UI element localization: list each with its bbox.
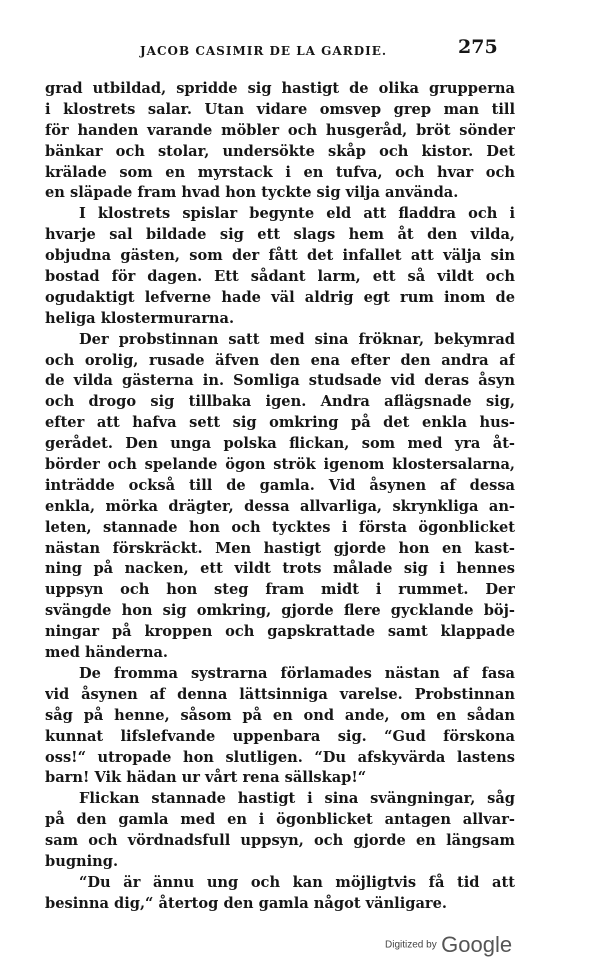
text-line: besinna dig,“ återtog den gamla något vänligare.: [45, 894, 447, 912]
text-line: I klostrets spislar begynte eld att fladdra och i: [79, 205, 515, 223]
text-line: bostad för dagen. Ett sådant larm, ett så vildt och: [45, 268, 515, 286]
text-line: de vilda gästerna in. Somliga studsade vid deras åsyn: [45, 372, 515, 390]
text-line: nästan förskräckt. Men hastigt gjorde hon en kast-: [45, 539, 515, 557]
text-line: en släpade fram hvad hon tyckte sig vilja använda.: [45, 184, 459, 202]
text-line: vid åsynen af denna lättsinniga varelse. Probstinnan: [45, 685, 515, 703]
text-line: oss!“ utropade hon slutligen. “Du afskyvärda lastens: [45, 748, 515, 766]
digitized-label: Digitized by: [385, 939, 437, 951]
running-title: JACOB CASIMIR DE LA GARDIE.: [140, 44, 388, 58]
text-line: ningar på kroppen och gapskrattade samt klappade: [45, 623, 515, 641]
text-line: såg på henne, såsom på en ond ande, om en sådan: [45, 706, 515, 724]
text-line: gerådet. Den unga polska flickan, som med yra åt-: [45, 435, 515, 453]
page-header: [0, 34, 600, 64]
text-line: ning på nacken, ett vildt trots målade sig i hennes: [45, 560, 515, 578]
text-line: krälade som en myrstack i en tufva, och hvar och: [45, 163, 515, 181]
text-line: med händerna.: [45, 644, 169, 662]
text-line: i klostrets salar. Utan vidare omsvep grep man till: [45, 100, 515, 118]
text-line: Der probstinnan satt med sina fröknar, bekymrad: [79, 330, 515, 348]
text-line: för handen varande möbler och husgeråd, bröt sönder: [45, 121, 515, 139]
text-line: och drogo sig tillbaka igen. Andra aflägsnade sig,: [45, 393, 515, 411]
text-line: på den gamla med en i ögonblicket antagen allvar-: [45, 811, 515, 829]
text-line: Flickan stannade hastigt i sina svängningar, såg: [79, 790, 515, 808]
text-line: grad utbildad, spridde sig hastigt de olika grupperna: [45, 80, 515, 97]
digitized-by-google-watermark: [385, 932, 512, 958]
page-number: 275: [458, 36, 498, 58]
text-line: sam och vördnadsfull uppsyn, och gjorde en längsam: [45, 832, 515, 850]
text-line: börder och spelande ögon strök igenom klostersalarna,: [45, 456, 515, 474]
body-text: [45, 79, 515, 915]
text-line: kunnat lifslefvande uppenbara sig. “Gud förskona: [45, 727, 515, 745]
text-line: heliga klostermurarna.: [45, 309, 235, 327]
text-line: enkla, mörka drägter, dessa allvarliga, skrynkliga an-: [45, 497, 515, 515]
text-line: efter att hafva sett sig omkring på det enkla hus-: [45, 414, 515, 432]
text-line: leten, stannade hon och tycktes i första ögonblicket: [45, 518, 515, 536]
text-line: ogudaktigt lefverne hade väl aldrig egt rum inom de: [45, 288, 515, 306]
text-line: uppsyn och hon steg fram midt i rummet. Der: [45, 581, 515, 599]
google-logo-text: Google: [441, 932, 513, 957]
text-line: och orolig, rusade äfven den ena efter den andra af: [45, 351, 515, 369]
text-line: svängde hon sig omkring, gjorde flere gycklande böj-: [45, 602, 515, 620]
text-line: barn! Vik hädan ur vårt rena sällskap!“: [45, 769, 367, 787]
text-line: bänkar och stolar, undersökte skåp och kistor. Det: [45, 142, 515, 160]
text-line: “Du är ännu ung och kan möjligtvis få tid att: [79, 873, 515, 891]
text-line: objudna gästen, som der fått det infallet att välja sin: [45, 247, 515, 265]
text-line: hvarje sal bildade sig ett slags hem åt den vilda,: [45, 226, 515, 244]
text-line: inträdde också till de gamla. Vid åsynen af dessa: [45, 476, 515, 494]
text-line: De fromma systrarna förlamades nästan af fasa: [79, 664, 515, 682]
text-line: bugning.: [45, 852, 119, 870]
